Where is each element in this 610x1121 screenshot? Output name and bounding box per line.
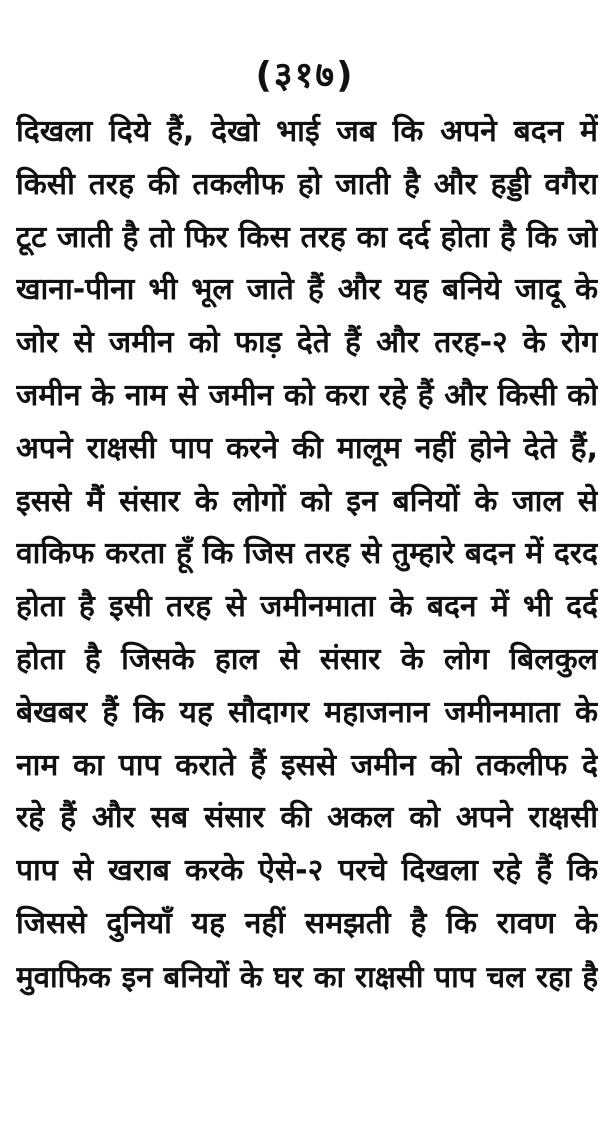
page-number: (३१७) (255, 55, 355, 96)
text-line: पाप से खराब करके ऐसे-२ परचे दिखला रहे हैं कि (16, 853, 598, 889)
text-line: नाम का पाप कराते हैं इससे जमीन को तकलीफ दे (16, 747, 598, 783)
text-line: किसी तरह की तकलीफ हो जाती है और हड्डी वगैरा (16, 166, 598, 202)
text-line: दिखला दिये हैं, देखो भाई जब कि अपने बदन में (16, 114, 598, 149)
text-line: टूट जाती है तो फिर किस तरह का दर्द होता है कि जो (16, 219, 598, 255)
text-line: इससे मैं संसार के लोगों को इन बनियों के जाल से (16, 483, 598, 519)
text-line: खाना-पीना भी भूल जाते हैं और यह बनिये जादू के (16, 272, 598, 308)
text-line: वाकिफ करता हूँ कि जिस तरह से तुम्हारे बदन में दरद (16, 536, 598, 572)
text-line: मुवाफिक इन बनियों के घर का राक्षसी पाप चल रहा है (16, 959, 598, 994)
text-line: अपने राक्षसी पाप करने की मालूम नहीं होने देते हैं, (16, 430, 598, 466)
text-line: होता है इसी तरह से जमीनमाता के बदन में भी दर्द (16, 589, 598, 625)
text-line: होता है जिसके हाल से संसार के लोग बिलकुल (16, 641, 598, 677)
text-line: बेखबर हैं कि यह सौदागर महाजनान जमीनमाता के (16, 694, 598, 730)
text-line: जिससे दुनियाँ यह नहीं समझती है कि रावण के (16, 905, 598, 941)
text-line: जमीन के नाम से जमीन को करा रहे हैं और किसी को (16, 377, 598, 413)
text-line: जोर से जमीन को फाड़ देते हैं और तरह-२ के रोग (16, 325, 598, 361)
body-text (16, 106, 598, 1004)
text-line: रहे हैं और सब संसार की अकल को अपने राक्षसी (16, 800, 598, 836)
